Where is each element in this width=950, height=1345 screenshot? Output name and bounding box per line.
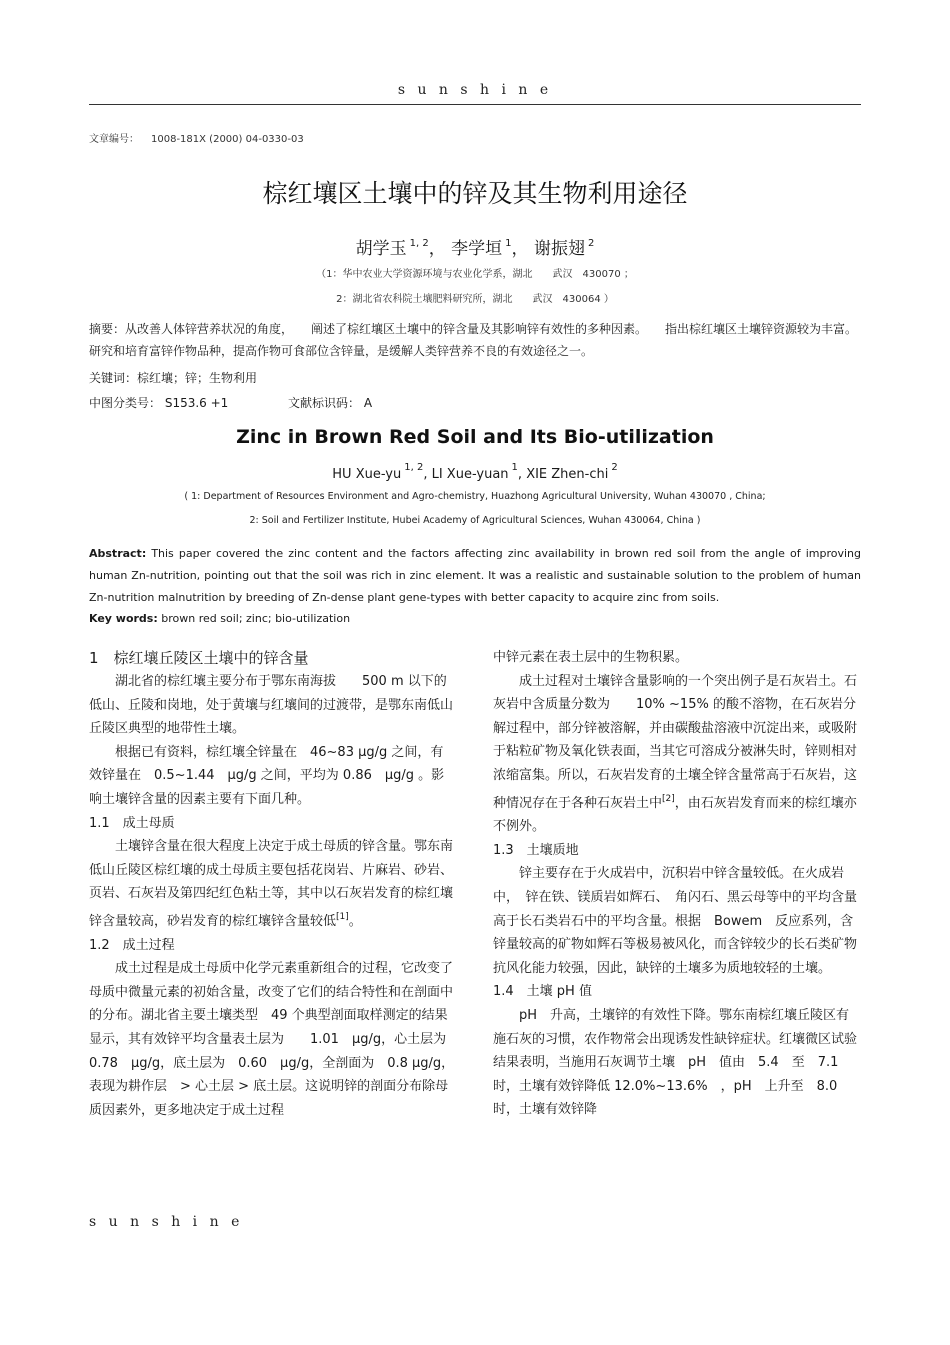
author-name: 胡学玉: [355, 239, 407, 259]
paragraph: 锌主要存在于火成岩中，沉积岩中锌含量较低。在火成岩中， 锌在铁、镁质岩如辉石、 角闪石、黑云母等中的平均含量高于长石类岩石中的平均含量。根据 Bowem 反应系列，含锌量较高的矿物如辉石等极易被风化，而含锌较少的长石类矿物抗风化能力较强，因此，缺锌的土壤多为质地较轻的土壤。: [493, 866, 858, 976]
citation-ref: [1]: [336, 911, 349, 922]
paragraph: [493, 670, 859, 839]
english-abstract-text: This paper covered the zinc content and the factors affecting zinc availability in brown red soil from the angle of improving human Zn-nutrition, pointing out that the soil was rich in zinc element. It was a realistic and sustainable solution to the problem of human Zn-nutrition malnutrition by breeding of Zn-dense plant gene-types with better capacity to acquire zinc from soils.: [89, 547, 861, 604]
paragraph-text: 。: [348, 913, 362, 929]
author-affil-mark: 1, 2: [409, 238, 429, 249]
paragraph-text: 成土过程对土壤锌含量影响的一个突出例子是石灰岩土。石灰岩中含质量分数为 10% ~15% 的酸不溶物，在石灰岩分解过程中，部分锌被溶解，并由碳酸盐溶液中沉淀出来，或吸附于粘粒矿物及氧化铁表面，当其它可溶成分被淋失时，锌则相对浓缩富集。所以，石灰岩发育的土壤全锌含量常高于石灰岩，这种情况存在于各种石灰岩土中: [493, 673, 858, 811]
chinese-title: 棕红壤区土壤中的锌及其生物利用途径: [262, 179, 688, 208]
footer-brand: s u n s h i n e: [89, 1214, 244, 1230]
header-rule: [89, 104, 861, 105]
chinese-affiliation-2: 2：湖北省农科院土壤肥料研究所，湖北 武汉 430064 ）: [336, 294, 614, 305]
classification-line: [89, 392, 861, 414]
chinese-keywords: [89, 367, 861, 389]
chinese-abstract: [89, 318, 861, 362]
paragraph: 根据已有资料，棕红壤全锌量在 46~83 μg/g 之间，有效锌量在 0.5~1.44 μg/g 之间，平均为 0.86 μg/g 。影响土壤锌含量的因素主要有下面几种。: [89, 744, 445, 807]
author-affil-mark: 1: [511, 462, 518, 473]
document-code-value: A: [363, 396, 373, 410]
english-keywords-text: brown red soil; zinc; bio-utilization: [161, 612, 351, 625]
article-number-value: 1008-181X (2000) 04-0330-03: [151, 134, 304, 145]
body-left-column: [89, 646, 455, 1122]
english-keywords-label: Key words:: [89, 612, 158, 625]
chinese-abstract-label: 摘要：: [89, 322, 126, 336]
english-affiliation-2: 2: Soil and Fertilizer Institute, Hubei Academy of Agricultural Sciences, Wuhan 430064, China ): [249, 515, 701, 526]
english-abstract-label: Abstract:: [89, 547, 147, 560]
chinese-authors: 胡学玉 $^{1, 2}$， 李学垣 $^1$， 谢振翅 $^2$: [355, 238, 595, 259]
paragraph: [89, 835, 455, 933]
english-abstract: [89, 543, 861, 609]
citation-ref: [2]: [662, 793, 675, 804]
author-name: LI Xue-yuan: [431, 467, 509, 482]
classification-value: S153.6 +1: [164, 396, 229, 410]
subsection-heading: 1.1 成土母质: [89, 815, 175, 831]
chinese-keywords-label: 关键词：: [89, 371, 138, 385]
english-affiliation-1: ( 1: Department of Resources Environment and Agro-chemistry, Huazhong Agricultural University, Wuhan 430070 , China;: [184, 491, 766, 502]
author-name: HU Xue-yu: [332, 467, 402, 482]
subsection-heading: 1.4 土壤 pH 值: [493, 984, 592, 1000]
paragraph: 中锌元素在表土层中的生物积累。: [493, 650, 689, 665]
english-keywords: [89, 608, 861, 630]
article-number-label: 文章编号：: [89, 134, 139, 145]
author-affil-mark: 1: [505, 238, 512, 249]
author-name: 李学垣: [451, 239, 503, 259]
paragraph: 成土过程是成土母质中化学元素重新组合的过程，它改变了母质中微量元素的初始含量，改变了它们的结合特性和在剖面中的分布。湖北省主要土壤类型 49 个典型剖面取样测定的结果显示，其有效锌平均含量表土层为 1.01 μg/g，心土层为 0.78 μg/g，底土层为 0.60 μg/g，全剖面为 0.8 μg/g，表现为耕作层 > 心土层 > 底土层。这说明锌的剖面分布除母质因素外，更多地决定于成土过程: [89, 961, 455, 1118]
author-affil-mark: 2: [587, 238, 595, 249]
body-right-column: [493, 646, 859, 1122]
author-affil-mark: 1, 2: [404, 462, 424, 473]
classification-label: 中图分类号：: [89, 396, 162, 410]
author-affil-mark: 2: [611, 462, 618, 473]
header-brand: s u n s h i n e: [397, 82, 553, 98]
subsection-heading: 1.3 土壤质地: [493, 842, 579, 858]
section-heading: 1 棕红壤丘陵区土壤中的锌含量: [89, 649, 309, 667]
subsection-heading: 1.2 成土过程: [89, 937, 175, 953]
paragraph: pH 升高，土壤锌的有效性下降。鄂东南棕红壤丘陵区有施石灰的习惯，农作物常会出现诱发性缺锌症状。红壤微区试验结果表明，当施用石灰调节土壤 pH 值由 5.4 至 7.1 时，土壤有效锌降低 12.0%~13.6% ，pH 上升至 8.0 时，土壤有效锌降: [493, 1007, 858, 1118]
author-name: XIE Zhen-chi: [526, 467, 609, 482]
paragraph-text: ，由石灰岩发育而来的棕红壤亦不例外。: [493, 795, 857, 835]
chinese-abstract-text: 从改善人体锌营养状况的角度， 阐述了棕红壤区土壤中的锌含量及其影响锌有效性的多种因素。 指出棕红壤区土壤锌资源较为丰富。研究和培育富锌作物品种，提高作物可食部位含锌量，是缓解人类锌营养不良的有效途径之一。: [89, 322, 858, 358]
english-title: Zinc in Brown Red Soil and Its Bio-utilization: [236, 426, 714, 448]
article-number: [89, 130, 304, 145]
english-authors: HU Xue-yu $^{1, 2}$, LI Xue-yuan $^1$, XIE Zhen-chi $^2$: [332, 462, 618, 482]
document-code-label: 文献标识码：: [287, 396, 360, 410]
chinese-affiliation-1: （1：华中农业大学资源环境与农业化学系，湖北 武汉 430070 ；: [316, 269, 634, 280]
author-name: 谢振翅: [533, 239, 585, 259]
paragraph: 湖北省的棕红壤主要分布于鄂东南海拔 500 m 以下的低山、丘陵和岗地，处于黄壤与红壤间的过渡带，是鄂东南低山丘陵区典型的地带性土壤。: [89, 674, 454, 737]
chinese-keywords-text: 棕红壤；锌；生物利用: [137, 371, 258, 385]
paragraph-text: 土壤锌含量在很大程度上决定于成土母质的锌含量。鄂东南低山丘陵区棕红壤的成土母质主要包括花岗岩、片麻岩、砂岩、页岩、石灰岩及第四纪红色粘土等，其中以石灰岩发育的棕红壤锌含量较高，砂岩发育的棕红壤锌含量较低: [89, 839, 454, 929]
